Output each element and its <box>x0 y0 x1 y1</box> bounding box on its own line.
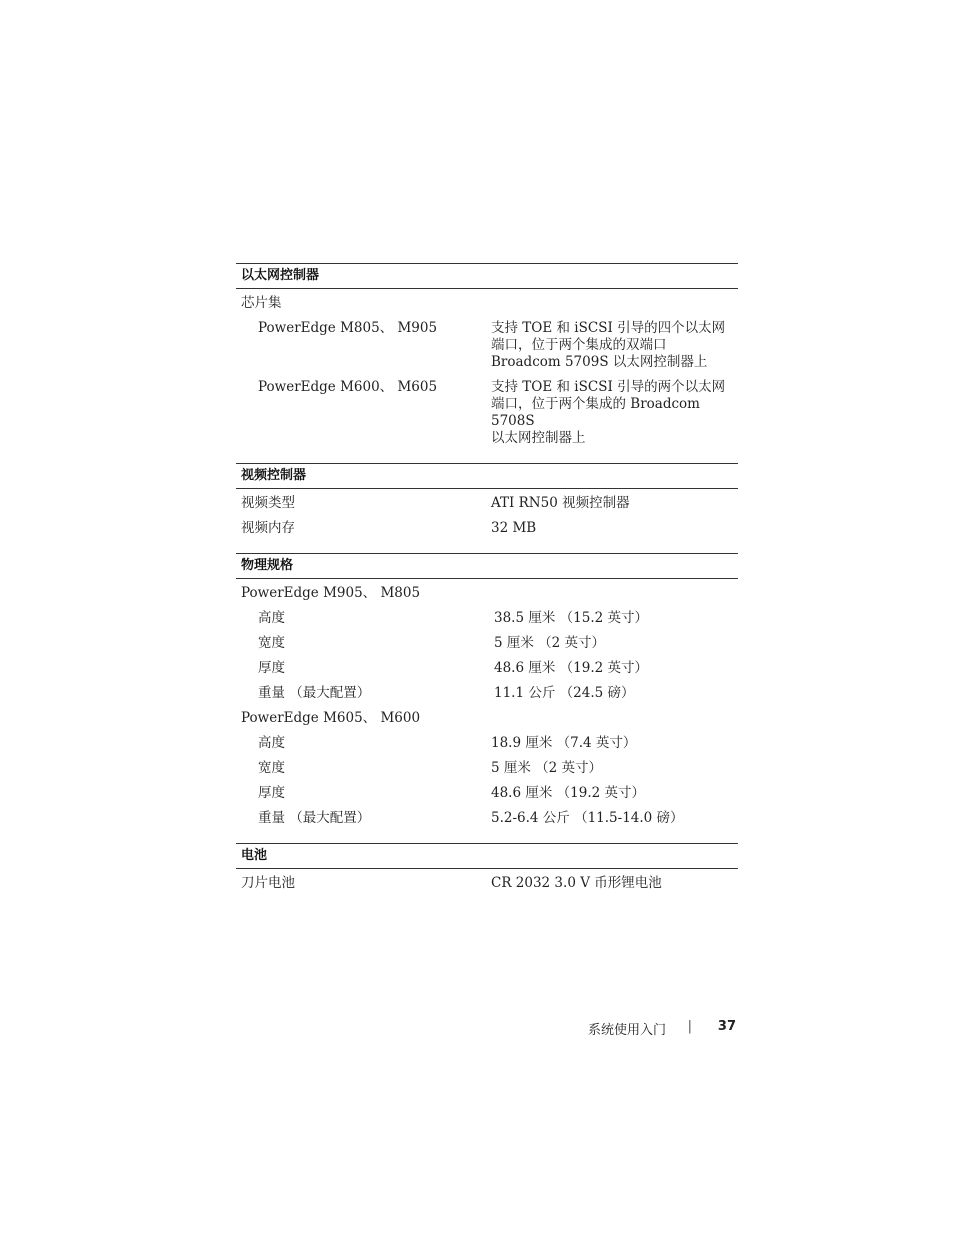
spec-label: 高度 <box>258 735 285 751</box>
spec-label: 厚度 <box>258 660 285 676</box>
spec-value: 32 MB <box>491 520 537 536</box>
spec-value: 5 厘米 （2 英寸） <box>491 760 603 776</box>
spec-row <box>236 871 738 896</box>
spec-label: 芯片集 <box>241 295 282 311</box>
spec-label: 厚度 <box>258 785 285 801</box>
spec-table <box>236 263 738 908</box>
spec-section <box>236 843 738 896</box>
spec-label: PowerEdge M600、 M605 <box>258 379 438 395</box>
spec-value <box>491 295 738 312</box>
section-heading: 电池 <box>236 843 738 869</box>
spec-value: 48.6 厘米 （19.2 英寸） <box>494 660 648 676</box>
section-heading: 物理规格 <box>236 553 738 579</box>
spec-value <box>491 710 738 727</box>
spec-value: CR 2032 3.0 V 币形锂电池 <box>491 875 662 891</box>
spec-label: 重量 （最大配置） <box>258 810 371 826</box>
spec-value: 38.5 厘米 （15.2 英寸） <box>494 610 648 626</box>
page-number: 37 <box>717 1019 736 1034</box>
spec-row <box>236 756 738 781</box>
spec-row <box>236 375 738 451</box>
spec-value: ATI RN50 视频控制器 <box>491 495 630 511</box>
spec-row <box>236 681 738 706</box>
spec-label: 视频内存 <box>241 520 295 536</box>
spec-row <box>236 606 738 631</box>
spec-value: 11.1 公斤 （24.5 磅） <box>494 685 635 701</box>
spec-row <box>236 316 738 375</box>
spec-value: 支持 TOE 和 iSCSI 引导的四个以太网 端口，位于两个集成的双端口 Broadcom 5709S 以太网控制器上 <box>491 320 726 370</box>
spec-row <box>236 731 738 756</box>
spec-label: PowerEdge M605、 M600 <box>241 710 421 726</box>
spec-value: 18.9 厘米 （7.4 英寸） <box>491 735 637 751</box>
spec-label: 高度 <box>258 610 285 626</box>
spec-label: 刀片电池 <box>241 875 295 891</box>
spec-section <box>236 263 738 451</box>
section-heading: 视频控制器 <box>236 463 738 489</box>
spec-value <box>491 585 738 602</box>
spec-value: 48.6 厘米 （19.2 英寸） <box>491 785 645 801</box>
spec-row <box>236 291 738 316</box>
spec-row <box>236 706 738 731</box>
spec-label: 视频类型 <box>241 495 295 511</box>
spec-row <box>236 581 738 606</box>
page-footer <box>500 1019 736 1039</box>
spec-section <box>236 463 738 541</box>
section-heading: 以太网控制器 <box>236 263 738 289</box>
spec-value: 支持 TOE 和 iSCSI 引导的两个以太网 端口，位于两个集成的 Broadcom 5708S 以太网控制器上 <box>491 379 726 446</box>
spec-section <box>236 553 738 831</box>
spec-label: 重量 （最大配置） <box>258 685 371 701</box>
footer-separator: | <box>687 1019 692 1034</box>
spec-label: 宽度 <box>258 635 285 651</box>
spec-value: 5 厘米 （2 英寸） <box>494 635 606 651</box>
spec-row <box>236 656 738 681</box>
spec-sections <box>236 263 738 896</box>
footer-title: 系统使用入门 <box>587 1023 666 1038</box>
spec-row <box>236 631 738 656</box>
spec-label: 宽度 <box>258 760 285 776</box>
spec-row <box>236 806 738 831</box>
spec-row <box>236 516 738 541</box>
spec-row <box>236 491 738 516</box>
spec-label: PowerEdge M805、 M905 <box>258 320 438 336</box>
spec-value: 5.2-6.4 公斤 （11.5-14.0 磅） <box>491 810 684 826</box>
spec-label: PowerEdge M905、 M805 <box>241 585 421 601</box>
spec-row <box>236 781 738 806</box>
